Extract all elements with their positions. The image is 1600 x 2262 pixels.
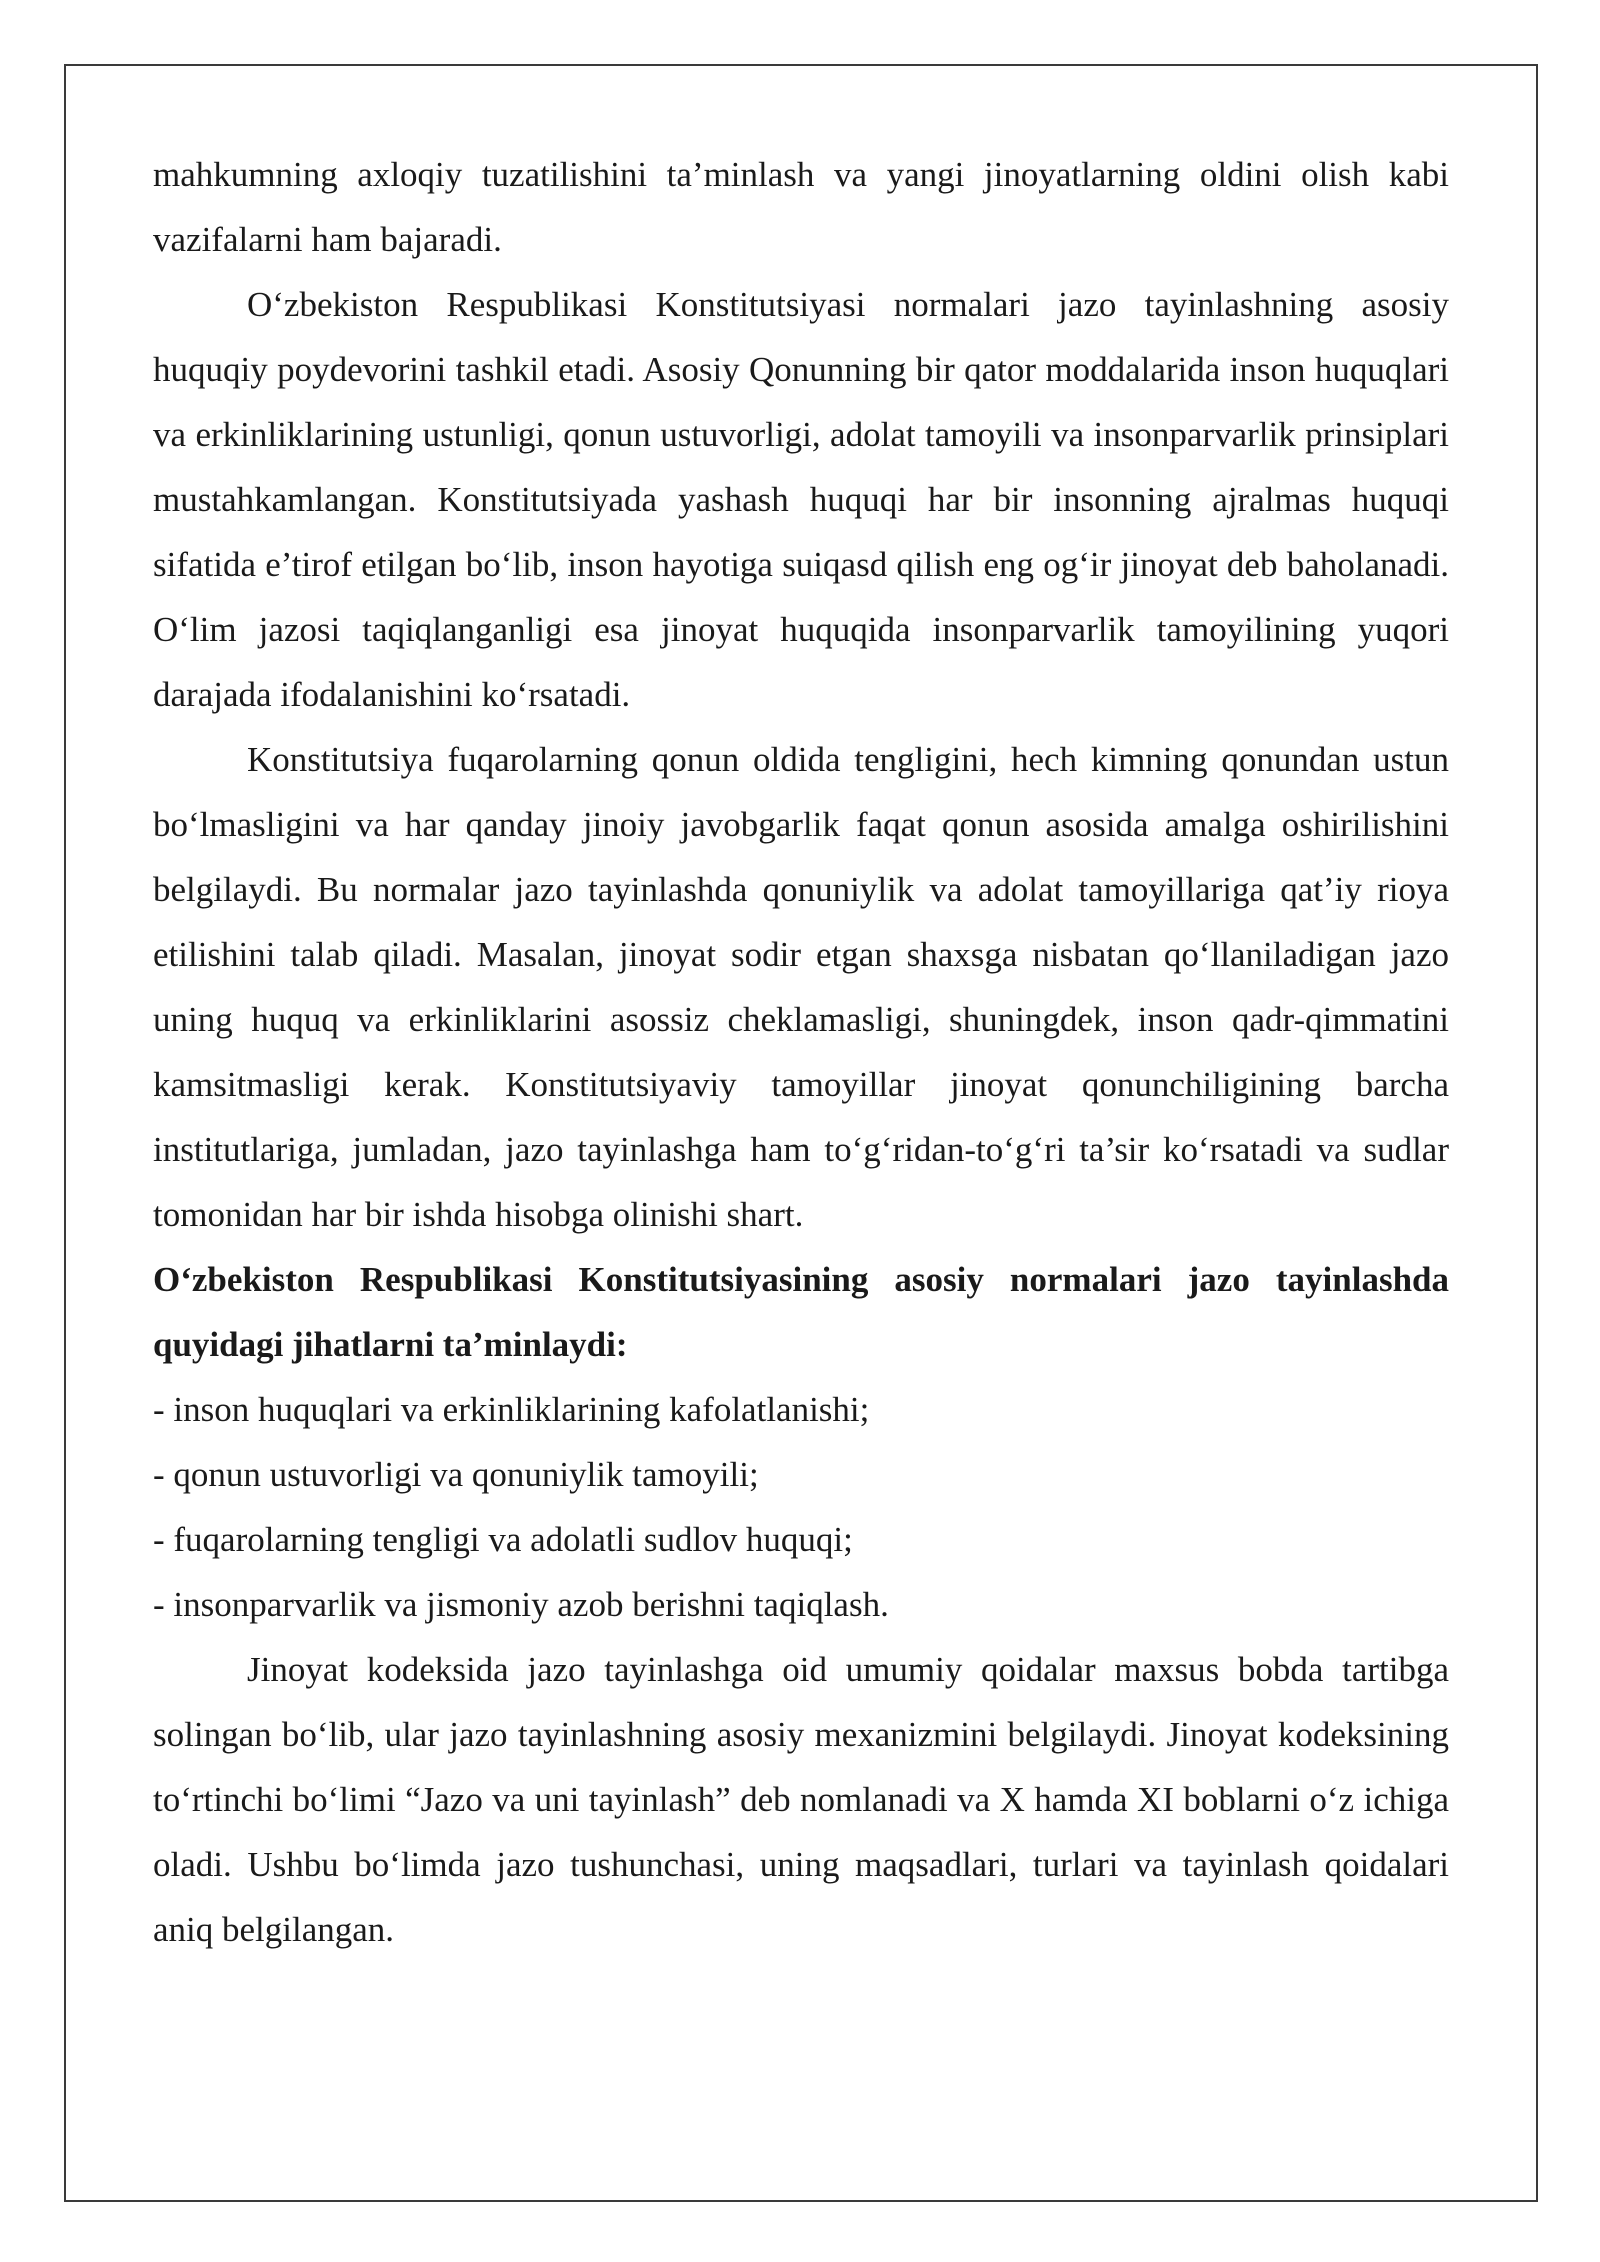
document-body — [153, 142, 1449, 1962]
paragraph-equality-before-law: Konstitutsiya fuqarolarning qonun oldida tengligini, hech kimning qonundan ustun bo‘lmasligini va har qanday jinoiy javobgarlik faqat qonun asosida amalga oshirilishini belgilaydi. Bu normalar jazo tayinlashda qonuniylik va adolat tamoyillariga qat’iy rioya etilishini talab qiladi. Masalan, jinoyat sodir etgan shaxsga nisbatan qo‘llaniladigan jazo uning huquq va erkinliklarini asossiz cheklamasligi, shuningdek, inson qadr-qimmatini kamsitmasligi kerak. Konstitutsiyaviy tamoyillar jinoyat qonunchiligining barcha institutlariga, jumladan, jazo tayinlashga ham to‘g‘ridan-to‘g‘ri ta’sir ko‘rsatadi va sudlar tomonidan har bir ishda hisobga olinishi shart. — [153, 740, 1449, 1234]
bold-heading: O‘zbekiston Respublikasi Konstitutsiyasining asosiy normalari jazo tayinlashda quyidagi jihatlarni ta’minlaydi: — [153, 1260, 1449, 1364]
list-item: - qonun ustuvorligi va qonuniylik tamoyili; — [153, 1455, 759, 1494]
paragraph-criminal-code: Jinoyat kodeksida jazo tayinlashga oid umumiy qoidalar maxsus bobda tartibga solingan bo‘lib, ular jazo tayinlashning asosiy mexanizmini belgilaydi. Jinoyat kodeksining to‘rtinchi bo‘limi “Jazo va uni tayinlash” deb nomlanadi va X hamda XI boblarni o‘z ichiga oladi. Ushbu bo‘limda jazo tushunchasi, uning maqsadlari, turlari va tayinlash qoidalari aniq belgilangan. — [153, 1650, 1449, 1949]
list-item: - fuqarolarning tengligi va adolatli sudlov huquqi; — [153, 1520, 853, 1559]
paragraph-constitution-norms: O‘zbekiston Respublikasi Konstitutsiyasi normalari jazo tayinlashning asosiy huquqiy poydevorini tashkil etadi. Asosiy Qonunning bir qator moddalarida inson huquqlari va erkinliklarining ustunligi, qonun ustuvorligi, adolat tamoyili va insonparvarlik prinsiplari mustahkamlangan. Konstitutsiyada yashash huquqi har bir insonning ajralmas huquqi sifatida e’tirof etilgan bo‘lib, inson hayotiga suiqasd qilish eng og‘ir jinoyat deb baholanadi. O‘lim jazosi taqiqlanganligi esa jinoyat huquqida insonparvarlik tamoyilining yuqori darajada ifodalanishini ko‘rsatadi. — [153, 285, 1449, 714]
paragraph-continuation: mahkumning axloqiy tuzatilishini ta’minlash va yangi jinoyatlarning oldini olish kabi vazifalarni ham bajaradi. — [153, 155, 1449, 259]
list-item: - insonparvarlik va jismoniy azob berishni taqiqlash. — [153, 1585, 889, 1624]
list-item: - inson huquqlari va erkinliklarining kafolatlanishi; — [153, 1390, 870, 1429]
